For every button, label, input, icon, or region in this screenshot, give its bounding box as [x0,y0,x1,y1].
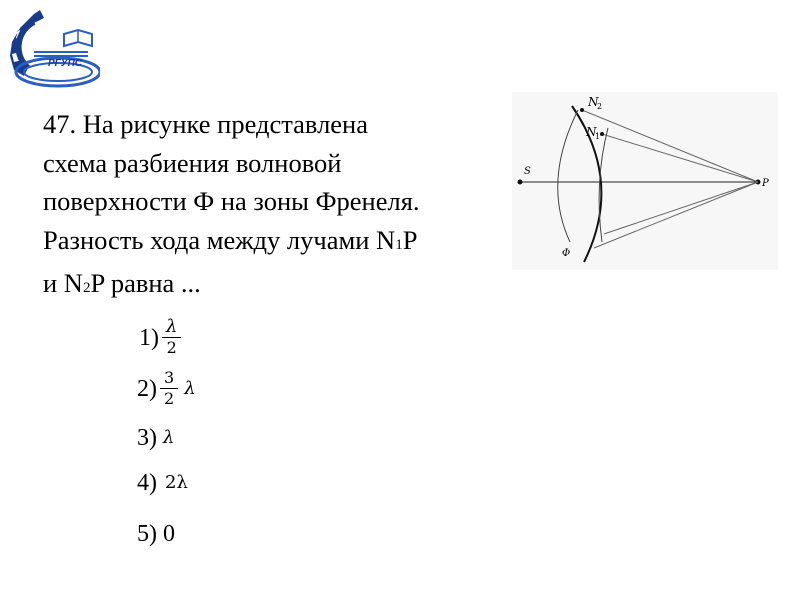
option-2-prefix: 2) [137,375,157,402]
label-n1: N [586,125,597,139]
university-logo [4,6,100,94]
option-5-prefix: 5) [137,521,157,547]
ray-label-2: P равна ... [90,268,201,298]
option-3-value: λ [163,427,175,448]
point-n2 [580,108,584,112]
question-line-5: и N [43,268,83,298]
label-s: S [524,166,531,177]
option-2-fraction [160,369,178,408]
question-number: 47. [43,109,77,139]
ray-n2-p [582,110,758,182]
label-n2: N [588,95,599,109]
option-2-numerator: 3 [160,369,178,389]
ray-lower-1 [604,182,758,234]
option-4[interactable] [137,469,188,497]
question-line-3: поверхности Ф на зоны Френеля. [43,186,420,216]
question-line-2: схема разбиения волновой [43,147,342,178]
option-1-fraction [162,318,181,357]
label-phi: Φ [562,248,571,259]
option-1[interactable] [139,318,181,357]
subscript-1: 1 [395,236,403,253]
option-1-prefix: 1) [139,324,159,351]
option-1-denominator: 2 [166,338,177,357]
option-2-denominator: 2 [164,389,175,408]
label-n1-sub: 1 [595,132,601,141]
subscript-2: 2 [82,280,91,296]
option-5-value: 0 [163,521,175,547]
fresnel-zones-diagram [512,92,778,270]
question-line-4: Разность хода между лучами N [43,224,396,255]
logo-text: РГУПС [48,58,82,69]
option-3[interactable] [137,424,174,452]
ray-label-1: P [402,224,418,255]
point-n1 [600,132,604,136]
option-5[interactable] [137,520,175,548]
option-1-numerator: λ [162,318,181,338]
question-text [43,105,513,308]
zone-arc-1 [558,110,578,242]
option-4-value: 2λ [165,472,188,493]
question-line-1: На рисунке представлена [82,109,369,139]
label-n2-sub: 2 [597,102,603,111]
option-4-prefix: 4) [137,470,157,496]
option-2-suffix: λ [184,377,196,399]
point-s [518,180,523,185]
option-2[interactable] [137,369,196,408]
option-3-prefix: 3) [137,425,157,451]
label-p: P [762,178,769,189]
ray-lower-2 [594,182,758,248]
ray-n1-p [602,134,758,182]
